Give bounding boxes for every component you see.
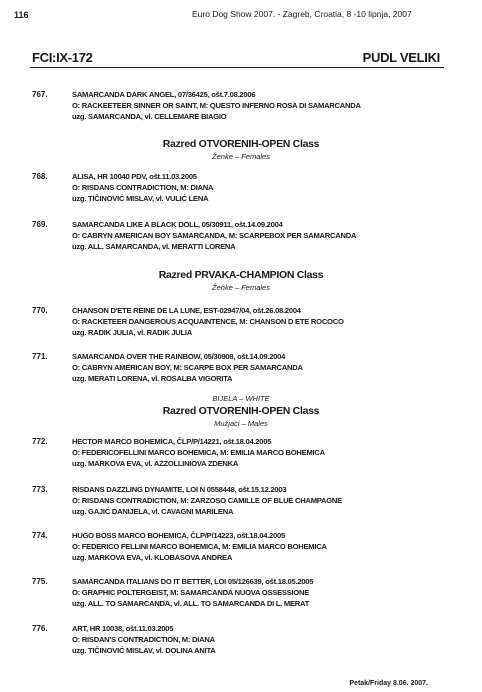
footer-date: Petak/Friday 8.06. 2007.	[349, 680, 428, 687]
entry-number: 769.	[32, 220, 48, 229]
class-subheading: Ženke – Females	[212, 152, 270, 161]
parents-line: O: GRAPHIC POLTERGEIST, M: SAMARCANDA NUOVA OSSESSIONE	[72, 588, 310, 597]
header-rule	[30, 67, 444, 68]
class-heading: Razred OTVORENIH-OPEN Class	[162, 405, 320, 417]
dog-name-line: RISDANS DAZZLING DYNAMITE, LOI N 0558448, ošt.15.12.2003	[72, 485, 287, 494]
dog-name-line: ALISA, HR 10040 PDV, ošt.11.03.2005	[72, 172, 197, 181]
class-subheading: Ženke – Females	[212, 283, 270, 292]
entry-number: 776.	[32, 624, 48, 633]
dog-name-line: HECTOR MARCO BOHEMICA, ČLP/P/14221, ošt.18.04.2005	[72, 437, 272, 446]
parents-line: O: FEDERICO FELLINI MARCO BOHEMICA, M: EMILIA MARCO BOHEMICA	[72, 542, 327, 551]
class-heading: Razred PRVAKA-CHAMPION Class	[158, 269, 324, 281]
parents-line: O: RACKETEER DANGEROUS ACQUAINTENCE, M: CHANSON D ETE ROCOCO	[72, 317, 344, 326]
breeder-owner-line: uzg. TIČINOVIĆ MISLAV, vl. VULIĆ LENA	[72, 194, 209, 203]
entry-number: 775.	[32, 577, 48, 586]
entry-number: 768.	[32, 172, 48, 181]
entry-number: 770.	[32, 306, 48, 315]
entry-number: 772.	[32, 437, 48, 446]
breeder-owner-line: uzg. GAJIĆ DANIJELA, vl. CAVAGNI MARILENA	[72, 507, 234, 516]
breeder-owner-line: uzg. ALL. TO SAMARCANDA, vl. ALL. TO SAMARCANDA DI L. MERAT	[72, 599, 310, 608]
breed-name: PUDL VELIKI	[362, 50, 440, 65]
dog-name-line: CHANSON D'ETE REINE DE LA LUNE, EST-02947/04, ošt.26.08.2004	[72, 306, 301, 315]
breeder-owner-line: uzg. RADIK JULIA, vl. RADIK JULIA	[72, 328, 193, 337]
dog-name-line: ART, HR 10038, ošt.11.03.2005	[72, 624, 174, 633]
parents-line: O: RACKEETEER SINNER OR SAINT, M: QUESTO INFERNO ROSA DI SAMARCANDA	[72, 101, 361, 110]
breeder-owner-line: uzg. MERATI LORENA, vl. ROSALBA VIGORITA	[72, 374, 233, 383]
parents-line: O: RISDAN'S CONTRADICTION, M: DIANA	[72, 635, 215, 644]
dog-name-line: SAMARCANDA OVER THE RAINBOW, 05/30908, ošt.14.09.2004	[72, 352, 286, 361]
breeder-owner-line: uzg. MARKOVA EVA, vl. KLOBASOVA ANDREA	[72, 553, 233, 562]
parents-line: O: CABRYN AMERICAN BOY, M: SCARPE BOX PER SAMARCANDA	[72, 363, 303, 372]
dog-name-line: HUGO BOSS MARCO BOHEMICA, ČLP/P/14223, ošt.18.04.2005	[72, 531, 285, 540]
parents-line: O: RISDANS CONTRADICTION, M: DIANA	[72, 183, 214, 192]
breeder-owner-line: uzg. SAMARCANDA, vl. CELLEMARE BIAGIO	[72, 112, 227, 121]
page-number: 116	[14, 10, 29, 20]
event-header: Euro Dog Show 2007. - Zagreb, Croatia, 8 -10 lipnja, 2007	[192, 9, 412, 19]
color-heading: BIJELA – WHITE	[212, 394, 270, 403]
breed-code: FCI:IX-172	[32, 50, 93, 65]
entry-number: 773.	[32, 485, 48, 494]
entry-number: 771.	[32, 352, 48, 361]
entry-number: 774.	[32, 531, 48, 540]
breeder-owner-line: uzg. ALL. SAMARCANDA, vl. MERATTI LORENA	[72, 242, 236, 251]
dog-name-line: SAMARCANDA ITALIANS DO IT BETTER, LOI 05/126639, ošt.18.05.2005	[72, 577, 314, 586]
parents-line: O: FEDERICOFELLINI MARCO BOHEMICA, M: EMILIA MARCO BOHEMICA	[72, 448, 325, 457]
entry-number: 767.	[32, 90, 48, 99]
class-heading: Razred OTVORENIH-OPEN Class	[162, 138, 320, 150]
class-subheading: Mužjaci – Males	[214, 419, 268, 428]
dog-name-line: SAMARCANDA LIKE A BLACK DOLL, 05/30911, ošt.14.09.2004	[72, 220, 283, 229]
parents-line: O: RISDANS CONTRADICTION, M: ZARZOSO CAMILLE OF BLUE CHAMPAGNE	[72, 496, 342, 505]
parents-line: O: CABRYN AMERICAN BOY SAMARCANDA, M: SCARPEBOX PER SAMARCANDA	[72, 231, 357, 240]
breeder-owner-line: uzg. TIČINOVIĆ MISLAV, vl. DOLINA ANITA	[72, 646, 216, 655]
dog-name-line: SAMARCANDA DARK ANGEL, 07/36425, ošt.7.08.2006	[72, 90, 256, 99]
breeder-owner-line: uzg. MARKOVA EVA, vl. AZZOLLINIOVA ZDENKA	[72, 459, 239, 468]
